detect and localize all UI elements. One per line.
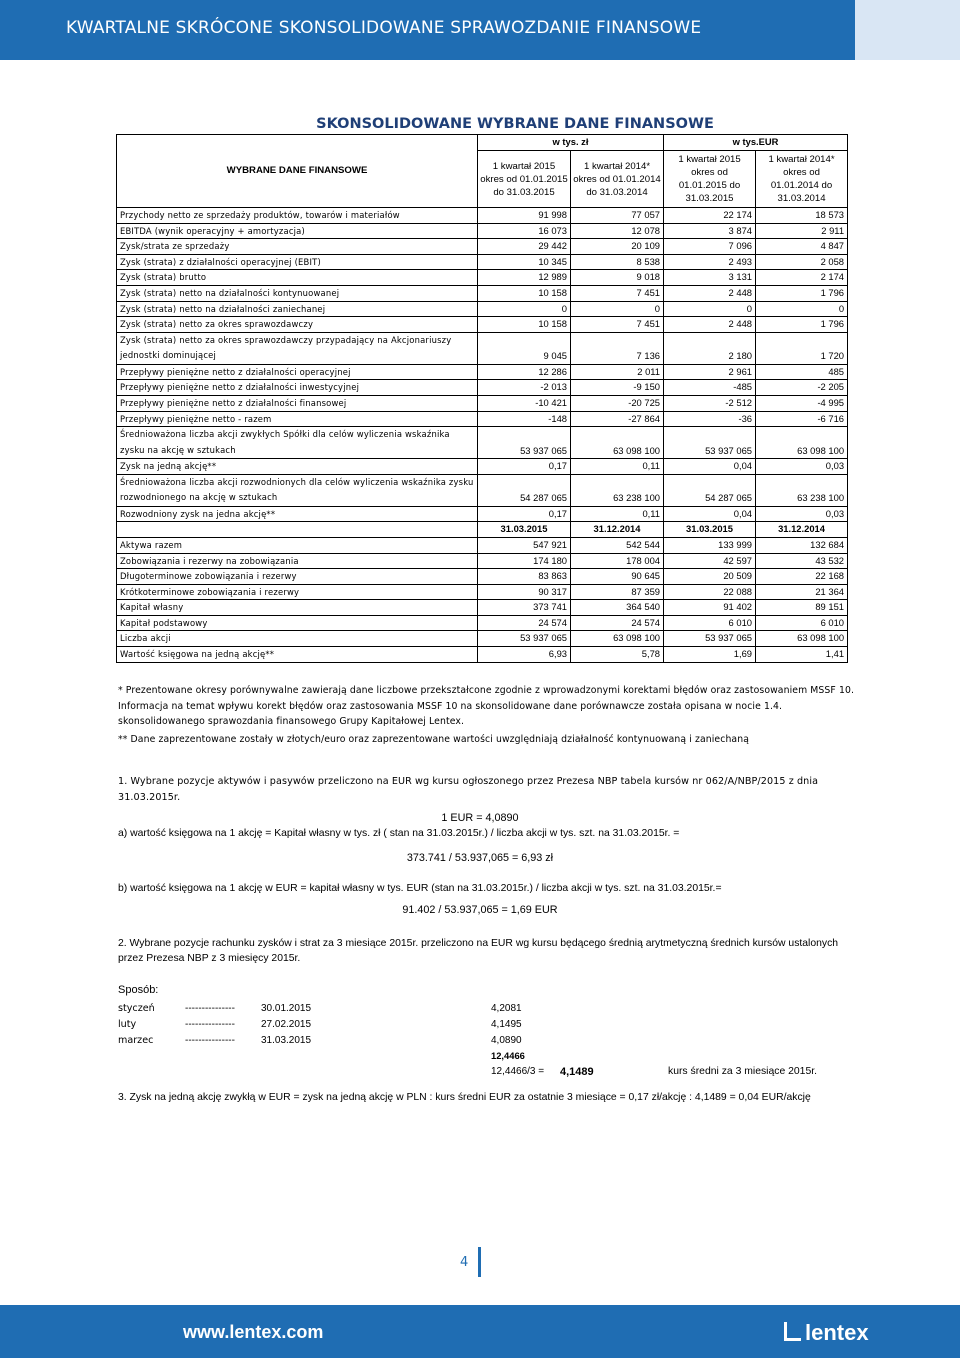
value-cell: -2 205 — [756, 380, 848, 396]
value-cell: 53 937 065 — [478, 631, 571, 647]
value-cell: 7 451 — [571, 285, 664, 301]
table-row — [117, 506, 848, 522]
row-label: Przepływy pieniężne netto - razem — [117, 411, 478, 427]
row-label: EBITDA (wynik operacyjny + amortyzacja) — [117, 223, 478, 239]
table-row — [117, 364, 848, 380]
row-label: Zysk (strata) z działalności operacyjnej (EBIT) — [117, 254, 478, 270]
month-dashes: --------------- — [185, 1035, 235, 1046]
month-name: luty — [118, 1019, 137, 1030]
document-title: KWARTALNE SKRÓCONE SKONSOLIDOWANE SPRAWOZDANIE FINANSOWE — [66, 18, 702, 38]
table-row — [117, 285, 848, 301]
explanation-b: b) wartość księgowa na 1 akcję w EUR = kapitał własny w tys. EUR (stan na 31.03.2015r.) / liczba akcji w tys. szt. na 31.03.2015r.= — [118, 883, 722, 894]
month-rate: 4,1495 — [491, 1019, 522, 1030]
col-header-1: 1 kwartał 2015 okres od 01.01.2015 do 31.03.2015 — [478, 151, 571, 208]
row-label: Aktywa razem — [117, 537, 478, 553]
value-cell: 0,04 — [664, 506, 756, 522]
table-row — [117, 600, 848, 616]
value-cell: 54 287 065 — [478, 474, 571, 506]
value-cell: 2 493 — [664, 254, 756, 270]
value-cell: 2 011 — [571, 364, 664, 380]
value-cell: 16 073 — [478, 223, 571, 239]
value-cell: 0,11 — [571, 459, 664, 475]
value-cell: 63 098 100 — [571, 427, 664, 459]
value-cell: 1 796 — [756, 317, 848, 333]
value-cell: 22 088 — [664, 584, 756, 600]
value-cell: 12 078 — [571, 223, 664, 239]
value-cell: 43 532 — [756, 553, 848, 569]
month-name: styczeń — [118, 1003, 155, 1014]
value-cell: 174 180 — [478, 553, 571, 569]
table-body-results — [117, 208, 848, 522]
value-cell: 91 998 — [478, 208, 571, 224]
value-cell: 4 847 — [756, 239, 848, 255]
value-cell: 0,03 — [756, 459, 848, 475]
value-cell: 53 937 065 — [478, 427, 571, 459]
row-label: Wartość księgowa na jedną akcję** — [117, 647, 478, 663]
value-cell: 364 540 — [571, 600, 664, 616]
table-row — [117, 239, 848, 255]
col-header-2: 1 kwartał 2014* okres od 01.01.2014 do 31.03.2014 — [571, 151, 664, 208]
unit-eur: w tys.EUR — [664, 135, 848, 151]
footer-url[interactable]: www.lentex.com — [183, 1322, 324, 1342]
value-cell: -20 725 — [571, 395, 664, 411]
value-cell: 63 098 100 — [571, 631, 664, 647]
table-row — [117, 395, 848, 411]
row-label: Zysk (strata) netto za okres sprawozdawczy przypadający na Akcjonariuszy jednostki dominującej — [117, 332, 478, 364]
month-date: 27.02.2015 — [261, 1019, 312, 1030]
value-cell: 63 238 100 — [571, 474, 664, 506]
date-header-cell: 31.12.2014 — [756, 522, 848, 538]
col-header-4: 1 kwartał 2014* okres od 01.01.2014 do 31.03.2014 — [756, 151, 848, 208]
value-cell: 9 045 — [478, 332, 571, 364]
table-row — [117, 254, 848, 270]
table-body-balance — [117, 537, 848, 662]
row-label: Zobowiązania i rezerwy na zobowiązania — [117, 553, 478, 569]
row-label: Krótkoterminowe zobowiązania i rezerwy — [117, 584, 478, 600]
table-row — [117, 474, 848, 506]
row-label: Średnioważona liczba akcji zwykłych Spółki dla celów wyliczenia wskaźnika zysku na akcję w sztukach — [117, 427, 478, 459]
row-label: Średnioważona liczba akcji rozwodnionych dla celów wyliczenia wskaźnika zysku rozwodnionego na akcję w sztukach — [117, 474, 478, 506]
avg-rate-label: kurs średni za 3 miesiące 2015r. — [668, 1066, 818, 1077]
value-cell: 91 402 — [664, 600, 756, 616]
value-cell: 29 442 — [478, 239, 571, 255]
value-cell: 6 010 — [664, 615, 756, 631]
value-cell: 63 098 100 — [756, 427, 848, 459]
value-cell: -2 512 — [664, 395, 756, 411]
table-row — [117, 208, 848, 224]
month-rate: 4,2081 — [491, 1003, 522, 1014]
value-cell: -9 150 — [571, 380, 664, 396]
value-cell: 42 597 — [664, 553, 756, 569]
table-row — [117, 553, 848, 569]
value-cell: 20 509 — [664, 569, 756, 585]
value-cell: -36 — [664, 411, 756, 427]
value-cell: 0,04 — [664, 459, 756, 475]
value-cell: 6,93 — [478, 647, 571, 663]
explanation-a: a) wartość księgowa na 1 akcję = Kapitał własny w tys. zł ( stan na 31.03.2015r.) / liczba akcji w tys. szt. na 31.03.2015r. = — [118, 828, 680, 839]
note-2: ** Dane zaprezentowane zostały w złotych/euro oraz zaprezentowane wartości uwzględniają działalność kontynuowaną i zaniechaną — [118, 734, 750, 745]
value-cell: 3 131 — [664, 270, 756, 286]
date-header-row — [117, 522, 848, 538]
value-cell: 7 096 — [664, 239, 756, 255]
value-cell: 0,03 — [756, 506, 848, 522]
value-cell: 8 538 — [571, 254, 664, 270]
lentex-logo — [784, 1320, 869, 1346]
value-cell: 547 921 — [478, 537, 571, 553]
avg-rate-value: 4,1489 — [560, 1066, 594, 1078]
table-row — [117, 223, 848, 239]
table-row — [117, 270, 848, 286]
page-number-bar — [478, 1247, 481, 1277]
explanation-3: 3. Zysk na jedną akcję zwykłą w EUR = zysk na jedną akcję w PLN : kurs średni EUR za ostatnie 3 miesiące = 0,17 zł/akcję : 4,1489 = 0,04 EUR/akcję — [118, 1092, 811, 1103]
section-title: SKONSOLIDOWANE WYBRANE DANE FINANSOWE — [316, 116, 714, 132]
value-cell: -27 864 — [571, 411, 664, 427]
value-cell: 2 961 — [664, 364, 756, 380]
value-cell: 1,41 — [756, 647, 848, 663]
value-cell: -10 421 — [478, 395, 571, 411]
table-row — [117, 569, 848, 585]
table-row — [117, 427, 848, 459]
row-label: Zysk/strata ze sprzedaży — [117, 239, 478, 255]
logo-mark-icon — [784, 1322, 801, 1341]
value-cell: 12 286 — [478, 364, 571, 380]
date-header-blank — [117, 522, 478, 538]
table-row — [117, 411, 848, 427]
explanation-1: 1. Wybrane pozycje aktywów i pasywów przeliczono na EUR wg kursu ogłoszonego przez Prezesa NBP tabela kursów nr 062/A/NBP/2015 z dnia 31.03.2015r. — [118, 776, 819, 803]
value-cell: 3 874 — [664, 223, 756, 239]
row-label: Kapitał własny — [117, 600, 478, 616]
row-label: Zysk (strata) brutto — [117, 270, 478, 286]
row-label: Rozwodniony zysk na jedna akcję** — [117, 506, 478, 522]
table-row — [117, 459, 848, 475]
table-row — [117, 301, 848, 317]
value-cell: -2 013 — [478, 380, 571, 396]
value-cell: 2 174 — [756, 270, 848, 286]
row-label: Przepływy pieniężne netto z działalności inwestycyjnej — [117, 380, 478, 396]
value-cell: 24 574 — [571, 615, 664, 631]
calc-b: 91.402 / 53.937,065 = 1,69 EUR — [402, 904, 558, 916]
value-cell: 10 345 — [478, 254, 571, 270]
value-cell: 12 989 — [478, 270, 571, 286]
value-cell: 1,69 — [664, 647, 756, 663]
value-cell: 2 180 — [664, 332, 756, 364]
table-row — [117, 647, 848, 663]
date-header-cell: 31.12.2014 — [571, 522, 664, 538]
col-header-3: 1 kwartał 2015 okres od 01.01.2015 do 31.03.2015 — [664, 151, 756, 208]
value-cell: 2 058 — [756, 254, 848, 270]
note-1: * Prezentowane okresy porównywalne zawierają dane liczbowe przekształcone zgodnie z wprowadzonymi korektami błędów oraz zastosowaniem MSSF 10. Informacja na temat wpływu korekt błędów oraz zastosowania MSSF 10 na skonsolidowane dane porównawcze została opisana w nocie 1.4. skonsolidowanego sprawozdania finansowego Grupy Kapitałowej Lentex. — [118, 685, 855, 727]
eur-rate: 1 EUR = 4,0890 — [441, 812, 519, 824]
value-cell: 0 — [571, 301, 664, 317]
value-cell: 18 573 — [756, 208, 848, 224]
value-cell: 178 004 — [571, 553, 664, 569]
value-cell: 20 109 — [571, 239, 664, 255]
value-cell: 10 158 — [478, 317, 571, 333]
value-cell: 10 158 — [478, 285, 571, 301]
month-dashes: --------------- — [185, 1003, 235, 1014]
row-label: Zysk (strata) netto na działalności kontynuowanej — [117, 285, 478, 301]
value-cell: 77 057 — [571, 208, 664, 224]
value-cell: 133 999 — [664, 537, 756, 553]
table-row — [117, 332, 848, 364]
value-cell: 22 168 — [756, 569, 848, 585]
value-cell: 2 911 — [756, 223, 848, 239]
table-row — [117, 317, 848, 333]
table-row — [117, 631, 848, 647]
row-label: Przepływy pieniężne netto z działalności operacyjnej — [117, 364, 478, 380]
row-label: Zysk (strata) netto za okres sprawozdawczy — [117, 317, 478, 333]
value-cell: 0,11 — [571, 506, 664, 522]
value-cell: 24 574 — [478, 615, 571, 631]
row-label: Liczba akcji — [117, 631, 478, 647]
value-cell: 373 741 — [478, 600, 571, 616]
row-label: Zysk (strata) netto na działalności zaniechanej — [117, 301, 478, 317]
value-cell: 2 448 — [664, 285, 756, 301]
value-cell: 54 287 065 — [664, 474, 756, 506]
avg-expression: 12,4466/3 = — [491, 1066, 545, 1077]
value-cell: 63 238 100 — [756, 474, 848, 506]
value-cell: 90 645 — [571, 569, 664, 585]
month-name: marzec — [118, 1035, 154, 1046]
value-cell: 9 018 — [571, 270, 664, 286]
value-cell: 0,17 — [478, 459, 571, 475]
month-dashes: --------------- — [185, 1019, 235, 1030]
value-cell: 485 — [756, 364, 848, 380]
row-header-cell: WYBRANE DANE FINANSOWE — [117, 135, 478, 208]
value-cell: 0 — [478, 301, 571, 317]
month-date: 31.03.2015 — [261, 1035, 312, 1046]
value-cell: -485 — [664, 380, 756, 396]
value-cell: 90 317 — [478, 584, 571, 600]
value-cell: 0,17 — [478, 506, 571, 522]
row-label: Przychody netto ze sprzedaży produktów, towarów i materiałów — [117, 208, 478, 224]
value-cell: 1 720 — [756, 332, 848, 364]
value-cell: 132 684 — [756, 537, 848, 553]
value-cell: 2 448 — [664, 317, 756, 333]
value-cell: 21 364 — [756, 584, 848, 600]
calc-a: 373.741 / 53.937,065 = 6,93 zł — [406, 852, 554, 864]
value-cell: 6 010 — [756, 615, 848, 631]
table-row — [117, 537, 848, 553]
value-cell: 0 — [664, 301, 756, 317]
date-header-cell: 31.03.2015 — [664, 522, 756, 538]
month-rate: 4,0890 — [491, 1035, 522, 1046]
value-cell: 0 — [756, 301, 848, 317]
value-cell: 22 174 — [664, 208, 756, 224]
row-label: Zysk na jedną akcję** — [117, 459, 478, 475]
table-row — [117, 380, 848, 396]
value-cell: 83 863 — [478, 569, 571, 585]
value-cell: 1 796 — [756, 285, 848, 301]
rate-sum: 12,4466 — [491, 1050, 525, 1061]
value-cell: 63 098 100 — [756, 631, 848, 647]
value-cell: 53 937 065 — [664, 427, 756, 459]
month-date: 30.01.2015 — [261, 1003, 312, 1014]
footer-bar — [0, 1305, 960, 1358]
value-cell: 7 136 — [571, 332, 664, 364]
value-cell: 89 151 — [756, 600, 848, 616]
table-row — [117, 615, 848, 631]
value-cell: 542 544 — [571, 537, 664, 553]
value-cell: 53 937 065 — [664, 631, 756, 647]
explanation-2: 2. Wybrane pozycje rachunku zysków i strat za 3 miesiące 2015r. przeliczono na EUR wg kursu będącego średnią arytmetyczną średnich kursów ustalonych przez Prezesa NBP z 3 miesięcy 2015r. — [118, 938, 839, 964]
header-bar — [0, 0, 855, 60]
row-label: Przepływy pieniężne netto z działalności finansowej — [117, 395, 478, 411]
value-cell: 7 451 — [571, 317, 664, 333]
table-row — [117, 584, 848, 600]
value-cell: 5,78 — [571, 647, 664, 663]
method-label: Sposób: — [118, 984, 159, 996]
page-number: 4 — [460, 1255, 469, 1270]
row-label: Kapitał podstawowy — [117, 615, 478, 631]
financial-table — [116, 134, 848, 663]
date-header-cell: 31.03.2015 — [478, 522, 571, 538]
unit-pln: w tys. zł — [478, 135, 664, 151]
value-cell: -6 716 — [756, 411, 848, 427]
row-label: Długoterminowe zobowiązania i rezerwy — [117, 569, 478, 585]
logo-text: lentex — [805, 1320, 869, 1345]
value-cell: -148 — [478, 411, 571, 427]
header-corner — [855, 0, 960, 60]
value-cell: 87 359 — [571, 584, 664, 600]
value-cell: -4 995 — [756, 395, 848, 411]
